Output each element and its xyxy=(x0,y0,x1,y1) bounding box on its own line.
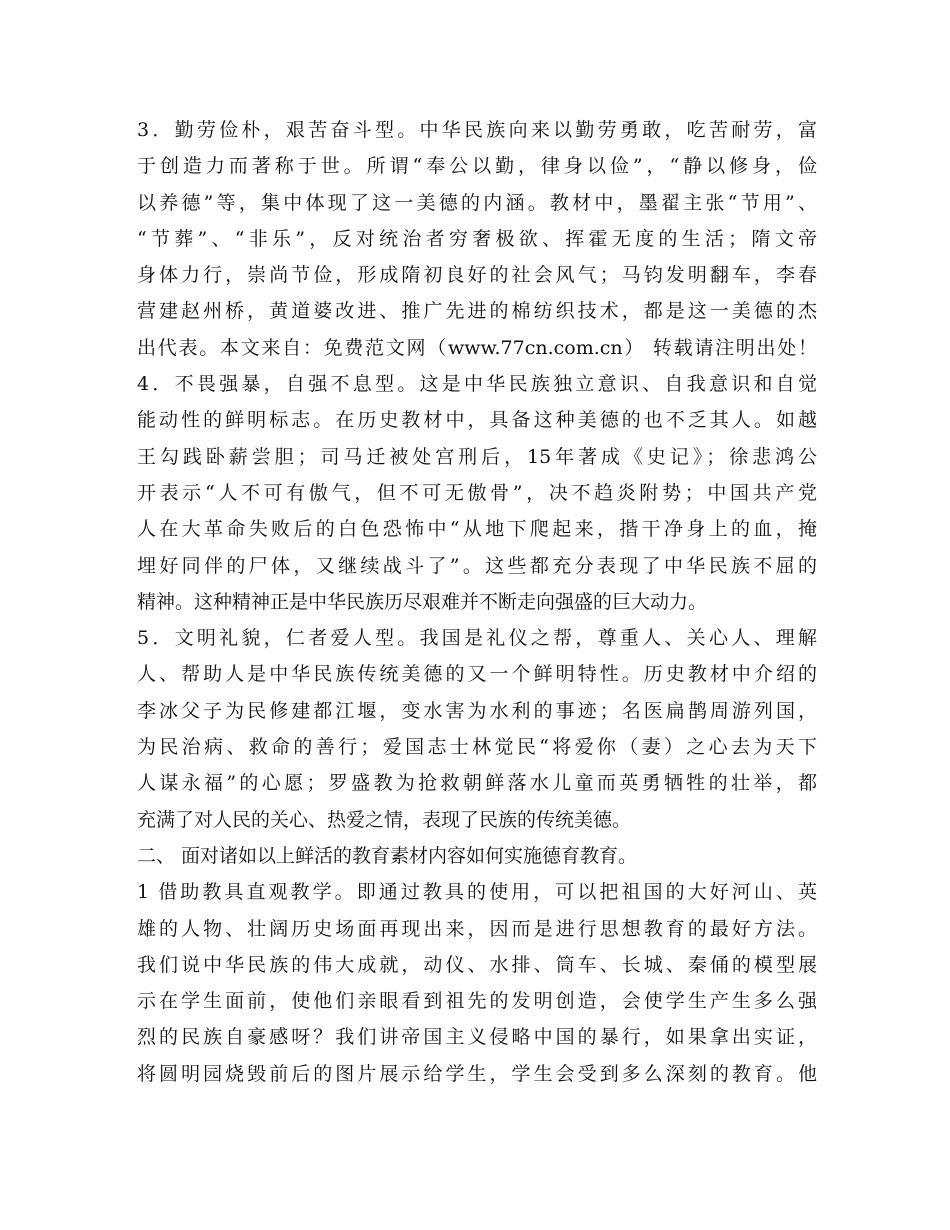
text-line: 将圆明园烧毁前后的图片展示给学生，学生会受到多么深刻的教育。他 xyxy=(137,1062,817,1085)
text-line: 埋好同伴的尸体，又继续战斗了”。这些都充分表现了中华民族不屈的 xyxy=(137,554,817,577)
text-line: 营建赵州桥，黄道婆改进、推广先进的棉纺织技术，都是这一美德的杰 xyxy=(137,300,817,323)
text-line: 王勾践卧薪尝胆；司马迁被处宫刑后，15年著成《史记》；徐悲鸿公 xyxy=(137,445,817,468)
text-line: 精神。这种精神正是中华民族历尽艰难并不断走向强盛的巨大动力。 xyxy=(137,590,708,613)
text-line: 身体力行，崇尚节俭，形成隋初良好的社会风气；马钧发明翻车，李春 xyxy=(137,264,817,287)
text-line: 充满了对人民的关心、热爱之情，表现了民族的传统美德。 xyxy=(137,808,632,831)
section-heading: 二、 面对诸如以上鲜活的教育素材内容如何实施德育教育。 xyxy=(137,844,638,867)
text-line: 于创造力而著称于世。所谓“奉公以勤，律身以俭”，“静以修身，俭 xyxy=(137,155,817,178)
text-line: “节葬”、“非乐”，反对统治者穷奢极欲、挥霍无度的生活；隋文帝 xyxy=(137,227,817,250)
text-line: 4．不畏强暴，自强不息型。这是中华民族独立意识、自我意识和自觉 xyxy=(137,373,817,396)
text-line: 人谋永福”的心愿；罗盛教为抢救朝鲜落水儿童而英勇牺牲的壮举，都 xyxy=(137,772,817,795)
document-body xyxy=(137,112,817,1092)
text-line: 人在大革命失败后的白色恐怖中“从地下爬起来，揩干净身上的血，掩 xyxy=(137,518,817,541)
text-line: 李冰父子为民修建都江堰，变水害为水利的事迹；名医扁鹊周游列国， xyxy=(137,699,817,722)
text-line: 出代表。本文来自：免费范文网（www.77cn.com.cn） 转载请注明出处！ xyxy=(137,336,817,359)
text-line: 为民治病、救命的善行；爱国志士林觉民“将爱你（妻）之心去为天下 xyxy=(137,736,817,759)
text-line: 1 借助教具直观教学。即通过教具的使用，可以把祖国的大好河山、英 xyxy=(137,881,817,904)
text-line: 能动性的鲜明标志。在历史教材中，具备这种美德的也不乏其人。如越 xyxy=(137,409,817,432)
text-line: 以养德”等，集中体现了这一美德的内涵。教材中，墨翟主张“节用”、 xyxy=(137,191,817,214)
text-line: 3．勤劳俭朴，艰苦奋斗型。中华民族向来以勤劳勇敢，吃苦耐劳，富 xyxy=(137,119,817,141)
text-line: 人、帮助人是中华民族传统美德的又一个鲜明特性。历史教材中介绍的 xyxy=(137,663,817,686)
text-line: 我们说中华民族的伟大成就，动仪、水排、筒车、长城、秦俑的模型展 xyxy=(137,953,817,976)
text-line: 5．文明礼貌，仁者爱人型。我国是礼仪之帮，尊重人、关心人、理解 xyxy=(137,627,817,650)
text-line: 示在学生面前，使他们亲眼看到祖先的发明创造，会使学生产生多么强 xyxy=(137,990,817,1013)
text-line: 开表示“人不可有傲气，但不可无傲骨”，决不趋炎附势；中国共产党 xyxy=(137,481,817,504)
text-line: 雄的人物、壮阔历史场面再现出来，因而是进行思想教育的最好方法。 xyxy=(137,917,817,940)
text-line: 烈的民族自豪感呀？我们讲帝国主义侵略中国的暴行，如果拿出实证， xyxy=(137,1026,817,1049)
